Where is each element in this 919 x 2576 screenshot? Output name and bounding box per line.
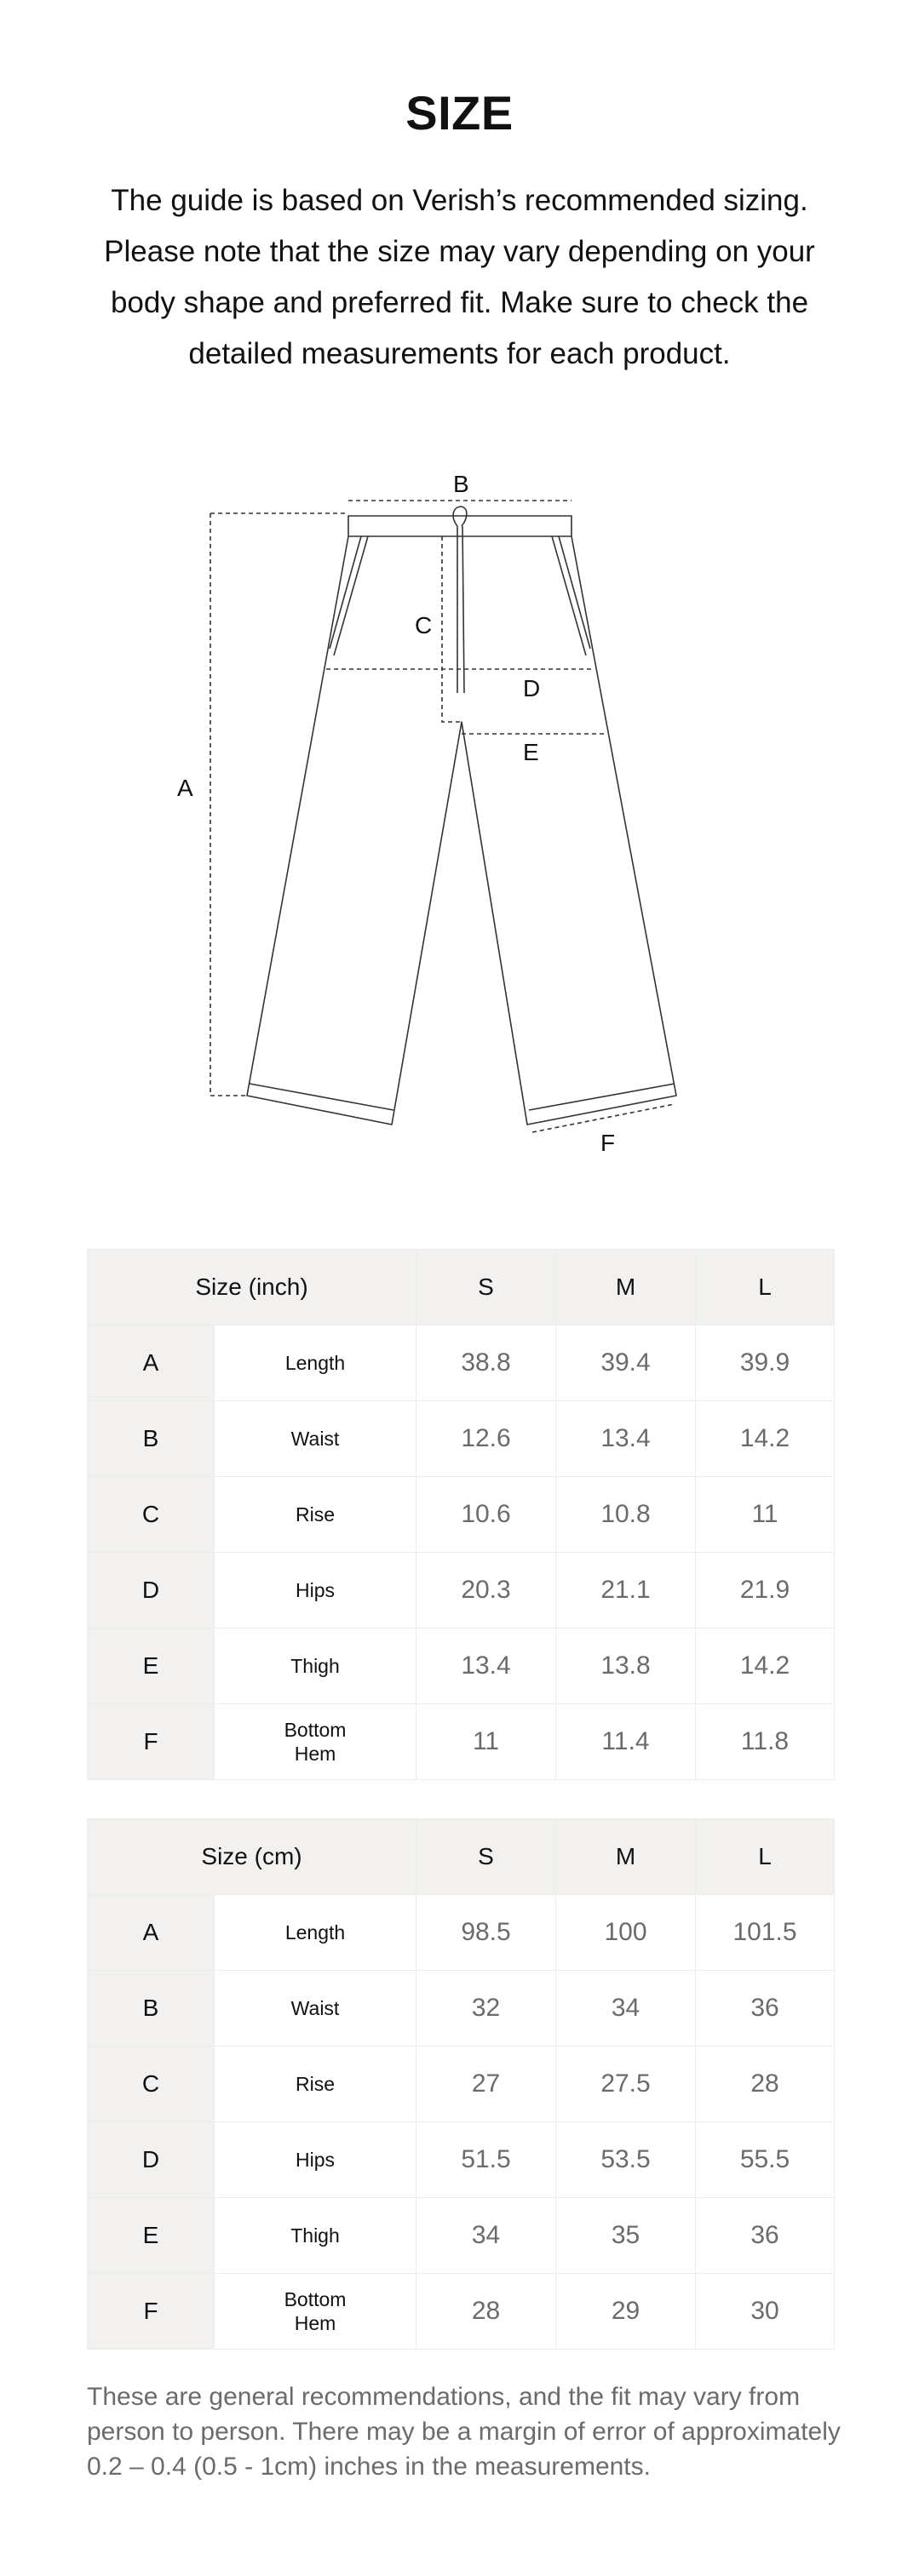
table-row bbox=[88, 2274, 835, 2350]
measure-name: Waist bbox=[215, 1401, 416, 1477]
value-s: 34 bbox=[416, 2198, 556, 2274]
value-m: 29 bbox=[556, 2274, 696, 2350]
value-s: 11 bbox=[416, 1704, 556, 1780]
value-l: 11.8 bbox=[696, 1704, 835, 1780]
measure-name: Rise bbox=[215, 2046, 416, 2122]
table-row bbox=[88, 2046, 835, 2122]
value-l: 39.9 bbox=[696, 1325, 835, 1401]
measure-code: C bbox=[88, 1477, 215, 1553]
size-m-header: M bbox=[556, 1819, 696, 1895]
value-m: 13.8 bbox=[556, 1629, 696, 1704]
measure-code: C bbox=[88, 2046, 215, 2122]
table-row bbox=[88, 1401, 835, 1477]
table-row bbox=[88, 1704, 835, 1780]
table-header-row bbox=[88, 1250, 835, 1325]
value-m: 13.4 bbox=[556, 1401, 696, 1477]
value-s: 98.5 bbox=[416, 1895, 556, 1971]
table-row bbox=[88, 2198, 835, 2274]
value-s: 51.5 bbox=[416, 2122, 556, 2198]
value-l: 28 bbox=[696, 2046, 835, 2122]
value-m: 10.8 bbox=[556, 1477, 696, 1553]
value-s: 28 bbox=[416, 2274, 556, 2350]
value-l: 101.5 bbox=[696, 1895, 835, 1971]
measure-name: Thigh bbox=[215, 2198, 416, 2274]
value-m: 34 bbox=[556, 1971, 696, 2046]
measure-name-line: Bottom bbox=[284, 1719, 347, 1741]
table-header-row bbox=[88, 1819, 835, 1895]
measure-name: Rise bbox=[215, 1477, 416, 1553]
measure-name: Length bbox=[215, 1895, 416, 1971]
measure-name-line: Bottom bbox=[284, 2288, 347, 2310]
measure-name bbox=[215, 2274, 416, 2350]
measure-code: E bbox=[88, 2198, 215, 2274]
size-header: Size (cm) bbox=[88, 1819, 416, 1895]
measure-code: F bbox=[88, 2274, 215, 2350]
label-a: A bbox=[177, 775, 193, 801]
value-s: 12.6 bbox=[416, 1401, 556, 1477]
size-s-header: S bbox=[416, 1819, 556, 1895]
pants-outline bbox=[247, 536, 676, 1125]
intro-text: The guide is based on Verish’s recommended sizing. Please note that the size may vary depending on your body shape and preferred fit. Make sure to check the detailed measurements for each product. bbox=[104, 184, 815, 370]
pants-measurement-diagram bbox=[0, 460, 919, 1166]
measure-code: D bbox=[88, 1553, 215, 1629]
size-table-cm bbox=[87, 1818, 835, 2350]
value-m: 35 bbox=[556, 2198, 696, 2274]
label-d: D bbox=[523, 675, 541, 701]
value-l: 36 bbox=[696, 2198, 835, 2274]
right-hem bbox=[529, 1084, 675, 1110]
measure-name: Waist bbox=[215, 1971, 416, 2046]
table-row bbox=[88, 1629, 835, 1704]
value-s: 32 bbox=[416, 1971, 556, 2046]
value-l: 14.2 bbox=[696, 1401, 835, 1477]
page-title: SIZE bbox=[405, 86, 514, 140]
right-pocket bbox=[552, 536, 586, 655]
table-row bbox=[88, 1553, 835, 1629]
value-l: 14.2 bbox=[696, 1629, 835, 1704]
table-row bbox=[88, 2122, 835, 2198]
value-s: 10.6 bbox=[416, 1477, 556, 1553]
value-s: 38.8 bbox=[416, 1325, 556, 1401]
value-l: 55.5 bbox=[696, 2122, 835, 2198]
label-b: B bbox=[453, 471, 469, 497]
size-m-header: M bbox=[556, 1250, 696, 1325]
waistband bbox=[348, 516, 572, 536]
measure-code: D bbox=[88, 2122, 215, 2198]
value-s: 27 bbox=[416, 2046, 556, 2122]
measure-code: B bbox=[88, 1401, 215, 1477]
size-l-header: L bbox=[696, 1819, 835, 1895]
value-s: 13.4 bbox=[416, 1629, 556, 1704]
measure-name-line: Hem bbox=[294, 1743, 336, 1765]
value-m: 100 bbox=[556, 1895, 696, 1971]
label-c: C bbox=[415, 612, 433, 638]
left-hem bbox=[250, 1084, 393, 1110]
measure-code: B bbox=[88, 1971, 215, 2046]
measure-code: E bbox=[88, 1629, 215, 1704]
value-m: 21.1 bbox=[556, 1553, 696, 1629]
dim-line-c bbox=[442, 536, 462, 722]
label-e: E bbox=[523, 739, 539, 765]
measure-name: Hips bbox=[215, 2122, 416, 2198]
size-s-header: S bbox=[416, 1250, 556, 1325]
measure-name bbox=[215, 1704, 416, 1780]
dim-line-f bbox=[532, 1104, 675, 1132]
measure-name: Thigh bbox=[215, 1629, 416, 1704]
label-f: F bbox=[600, 1130, 616, 1156]
size-header: Size (inch) bbox=[88, 1250, 416, 1325]
value-m: 11.4 bbox=[556, 1704, 696, 1780]
table-row bbox=[88, 1477, 835, 1553]
measure-name: Length bbox=[215, 1325, 416, 1401]
value-l: 36 bbox=[696, 1971, 835, 2046]
table-row bbox=[88, 1325, 835, 1401]
drawstring-tails bbox=[457, 526, 464, 693]
measure-code: A bbox=[88, 1325, 215, 1401]
footnote: These are general recommendations, and the fit may vary from person to person. There may be a margin of error of approximately 0.2 – 0.4 (0.5 - 1cm) inches in the measurements. bbox=[87, 2383, 841, 2481]
value-s: 20.3 bbox=[416, 1553, 556, 1629]
measure-name: Hips bbox=[215, 1553, 416, 1629]
dim-line-a bbox=[210, 513, 348, 1096]
table-row bbox=[88, 1895, 835, 1971]
measure-name-line: Hem bbox=[294, 2312, 336, 2334]
measure-code: A bbox=[88, 1895, 215, 1971]
left-pocket bbox=[334, 536, 368, 655]
value-l: 21.9 bbox=[696, 1553, 835, 1629]
size-l-header: L bbox=[696, 1250, 835, 1325]
value-l: 30 bbox=[696, 2274, 835, 2350]
size-table-inch bbox=[87, 1249, 835, 1780]
value-m: 53.5 bbox=[556, 2122, 696, 2198]
value-m: 27.5 bbox=[556, 2046, 696, 2122]
value-l: 11 bbox=[696, 1477, 835, 1553]
measure-code: F bbox=[88, 1704, 215, 1780]
value-m: 39.4 bbox=[556, 1325, 696, 1401]
table-row bbox=[88, 1971, 835, 2046]
